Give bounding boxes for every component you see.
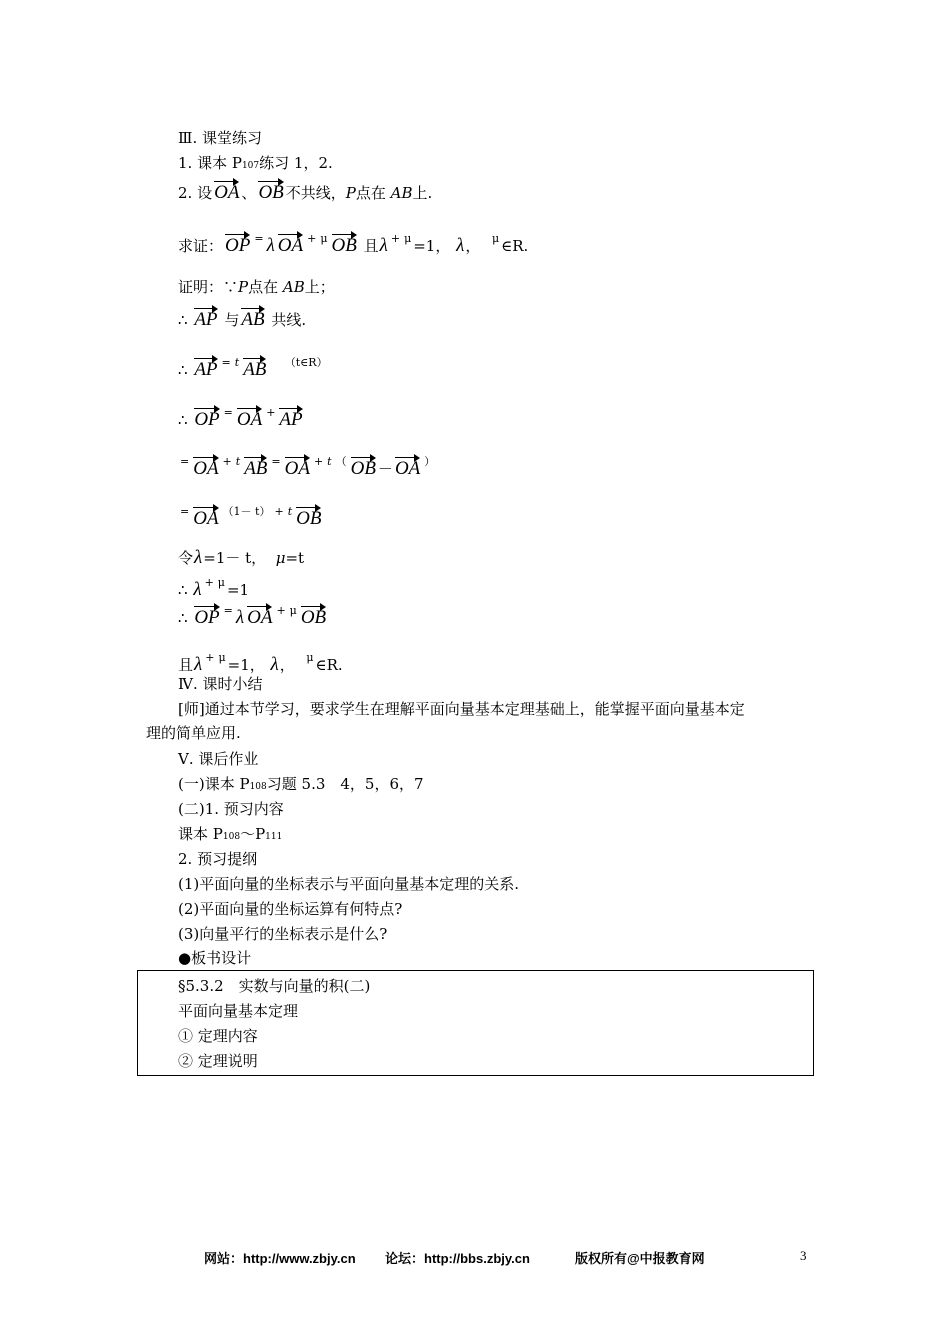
homework-3: 课本 P108～P111 bbox=[178, 825, 283, 843]
proof-line-9: ∴ OP = λ OA + $^\mu$ OB bbox=[178, 600, 328, 628]
vector-ab: AB bbox=[244, 451, 267, 479]
vector-ap: AP bbox=[194, 302, 217, 330]
homework-2: (二)1. 预习内容 bbox=[178, 800, 284, 818]
proof-line-5: = OA + $^t$ AB = OA + $^t$ （ OB － OA ） bbox=[178, 451, 437, 479]
proof-line-4: ∴ OP = OA + AP bbox=[178, 402, 305, 430]
vector-oa: OA bbox=[247, 600, 272, 628]
vector-oa: OA bbox=[237, 402, 262, 430]
homework-1: (一)课本 P108习题 5.3 4，5，6，7 bbox=[178, 775, 424, 793]
board-item-3: ② 定理说明 bbox=[178, 1052, 258, 1070]
vector-ap: AP bbox=[194, 352, 217, 380]
summary-text-1: [师]通过本节学习，要求学生在理解平面向量基本定理基础上，能掌握平面向量基本定 bbox=[178, 700, 745, 718]
proof-line-10: 且λ + $^\mu$ =1， λ， $^\mu$ ∈R. bbox=[178, 651, 343, 675]
homework-5: (1)平面向量的坐标表示与平面向量基本定理的关系. bbox=[178, 875, 520, 893]
footer-copyright: 版权所有@中报教育网 bbox=[575, 1251, 705, 1266]
vector-oa: OA bbox=[395, 451, 420, 479]
vector-oa: OA bbox=[193, 501, 218, 529]
proof-line-2: ∴ AP 与 AB 共线. bbox=[178, 302, 306, 330]
section-4-heading: Ⅳ. 课时小结 bbox=[178, 675, 263, 693]
vector-op: OP bbox=[194, 402, 219, 430]
vector-ob: OB bbox=[332, 228, 357, 256]
vector-oa: OA bbox=[214, 175, 239, 203]
exercise-1: 1. 课本 P107练习 1，2. bbox=[178, 154, 333, 172]
exercise-2: 2. 设 OA 、 OB 不共线，P点在 AB上. bbox=[178, 175, 432, 203]
vector-ob: OB bbox=[296, 501, 321, 529]
vector-ap: AP bbox=[279, 402, 302, 430]
board-design-heading: ●板书设计 bbox=[178, 949, 252, 967]
homework-4: 2. 预习提纲 bbox=[178, 850, 258, 868]
vector-oa: OA bbox=[193, 451, 218, 479]
section-5-heading: Ⅴ. 课后作业 bbox=[178, 750, 259, 768]
proof-line-1: 证明：∵P点在 AB上； bbox=[178, 278, 335, 296]
proof-line-6: = OA $^{(1- t)}$ + $^t$ OB bbox=[178, 501, 323, 529]
vector-ob: OB bbox=[301, 600, 326, 628]
vector-op: OP bbox=[194, 600, 219, 628]
section-3-heading: Ⅲ. 课堂练习 bbox=[178, 129, 263, 147]
proof-line-8: ∴ λ + $^\mu$ =1 bbox=[178, 576, 250, 600]
vector-ab: AB bbox=[243, 352, 266, 380]
homework-6: (2)平面向量的坐标运算有何特点? bbox=[178, 900, 403, 918]
homework-7: (3)向量平行的坐标表示是什么? bbox=[178, 925, 388, 943]
vector-op: OP bbox=[225, 228, 250, 256]
proof-line-3: ∴ AP = $^t$ AB $^{(t\in R)}$ bbox=[178, 352, 330, 380]
vector-ob: OB bbox=[258, 175, 283, 203]
board-item-2: ① 定理内容 bbox=[178, 1027, 258, 1045]
proof-line-7: 令λ=1－ t， μ=t bbox=[178, 547, 305, 568]
vector-ob: OB bbox=[351, 451, 376, 479]
prove-statement: 求证： OP = λ OA + $^\mu$ OB 且λ + $^\mu$ =1， λ， $^\mu$ ∈R. bbox=[178, 228, 528, 256]
vector-oa: OA bbox=[285, 451, 310, 479]
summary-text-2: 理的简单应用. bbox=[146, 724, 241, 742]
footer-site: 网站：http://www.zbjy.cn bbox=[204, 1251, 356, 1266]
vector-ab: AB bbox=[241, 302, 264, 330]
vector-oa: OA bbox=[278, 228, 303, 256]
footer-forum: 论坛：http://bbs.zbjy.cn bbox=[385, 1251, 530, 1266]
board-item-1: 平面向量基本定理 bbox=[178, 1002, 299, 1020]
board-title: §5.3.2 实数与向量的积(二) bbox=[178, 977, 371, 995]
page-number: 3 bbox=[800, 1248, 807, 1263]
